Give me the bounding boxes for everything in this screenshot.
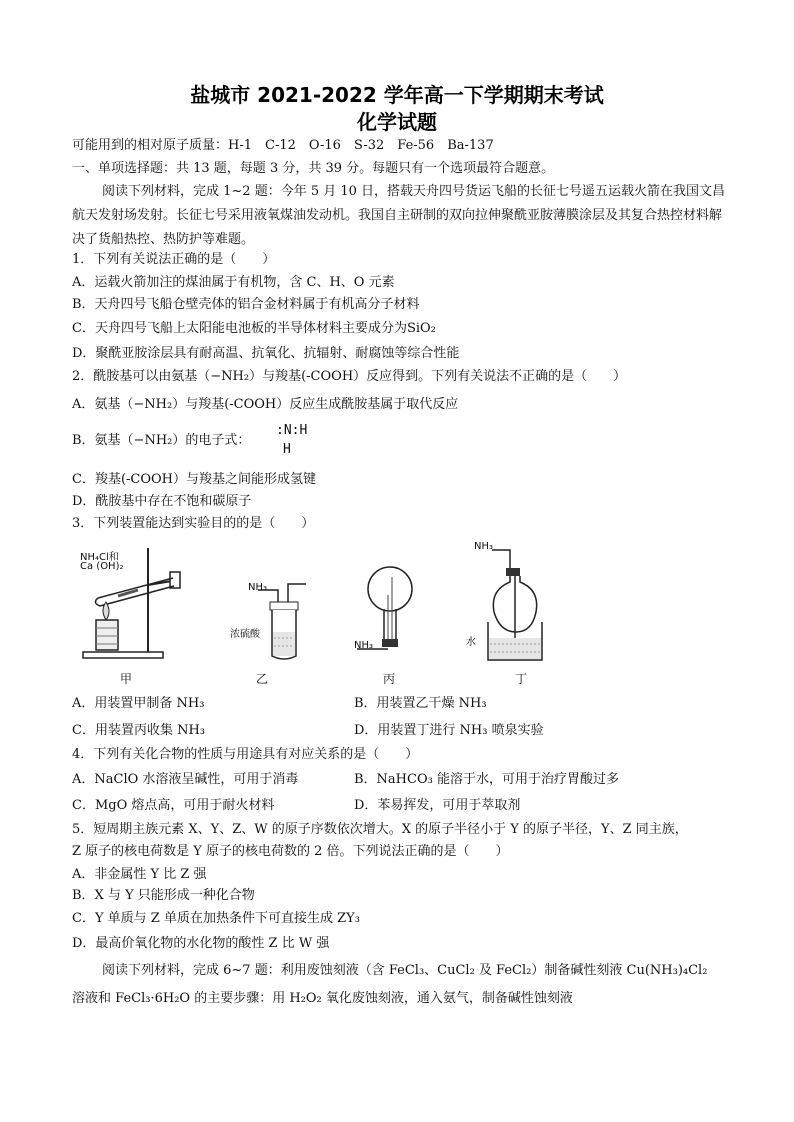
q5-stem-line1: 5．短周期主族元素 X、Y、Z、W 的原子序数依次增大。X 的原子半径小于 Y 的原子半径，Y、Z 同主族，	[72, 822, 688, 837]
bing-gas-label: NH₃	[354, 640, 374, 651]
q1-stem: 1．下列有关说法正确的是（ ）	[72, 252, 276, 267]
q3-stem: 3．下列装置能达到实验目的的是（ ）	[72, 516, 315, 531]
ding-water-label: 水	[466, 637, 476, 648]
reading-material-2-line2: 溶液和 FeCl₃·6H₂O 的主要步骤：用 H₂O₂ 氧化废蚀刻液，通入氨气，制备碱性蚀刻液	[72, 991, 573, 1006]
q3-option-b: B．用装置乙干燥 NH₃	[354, 696, 487, 711]
q5-option-c: C．Y 单质与 Z 单质在加热条件下可直接生成 ZY₃	[72, 911, 360, 926]
caption-jia: 甲	[120, 672, 133, 686]
q1-option-c: C．天舟四号飞船上太阳能电池板的半导体材料主要成分为SiO₂	[72, 321, 436, 336]
q4-option-c: C．MgO 熔点高，可用于耐火材料	[72, 798, 275, 813]
q4-option-b: B．NaHCO₃ 能溶于水，可用于治疗胃酸过多	[354, 772, 619, 787]
q3-option-c: C．用装置丙收集 NH₃	[72, 723, 206, 738]
electron-formula-bottom: H	[283, 442, 291, 457]
q1-option-a: A．运载火箭加注的煤油属于有机物，含 C、H、O 元素	[72, 275, 395, 290]
q4-option-a: A．NaClO 水溶液呈碱性，可用于消毒	[72, 772, 299, 787]
q1-option-b: B．天舟四号飞船仓壁壳体的铝合金材料属于有机高分子材料	[72, 297, 420, 312]
reading-material-1: 阅读下列材料，完成 1~2 题：今年 5 月 10 日，搭载天舟四号货运飞船的长征七号遥五运载火箭在我国文昌航天发射场发射。长征七号采用液氧煤油发动机。我国自主研制的双向拉伸聚酰亚胺薄膜涂层及其复合热控材料解决了货船热控、热防护等难题。	[72, 184, 726, 247]
q4-stem: 4．下列有关化合物的性质与用途具有对应关系的是（ ）	[72, 747, 419, 762]
ding-gas-label: NH₃	[474, 541, 494, 552]
reading-material-2-line1: 阅读下列材料，完成 6~7 题：利用废蚀刻液（含 FeCl₃、CuCl₂ 及 FeCl₂）制备碱性刻液 Cu(NH₃)₄Cl₂	[102, 963, 708, 978]
exam-title: 盐城市 2021-2022 学年高一下学期期末考试	[190, 83, 604, 107]
q2-option-a: A．氨基（−NH₂）与羧基(-COOH）反应生成酰胺基属于取代反应	[72, 397, 459, 412]
apparatus-ding	[470, 540, 560, 665]
jia-reagent-2: Ca (OH)₂	[80, 561, 124, 572]
apparatus-ding-drawing	[470, 540, 560, 665]
q1-option-d: D．聚酰亚胺涂层具有耐高温、抗氧化、抗辐射、耐腐蚀等综合性能	[72, 346, 460, 361]
q5-option-b: B．X 与 Y 只能形成一种化合物	[72, 888, 255, 903]
caption-yi: 乙	[256, 672, 269, 686]
q2-option-b: B．氨基（−NH₂）的电子式：	[72, 433, 251, 448]
exam-subject: 化学试题	[357, 110, 437, 134]
q3-option-a: A．用装置甲制备 NH₃	[72, 696, 205, 711]
jia-reagent-1: NH₄Cl和	[80, 552, 119, 563]
electron-formula-top: :N:H	[276, 423, 308, 438]
caption-ding: 丁	[515, 672, 528, 686]
section-heading: 一、单项选择题：共 13 题，每题 3 分，共 39 分。每题只有一个选项最符合题意。	[72, 161, 555, 176]
caption-bing: 丙	[383, 672, 396, 686]
q2-option-d: D．酰胺基中存在不饱和碳原子	[72, 494, 252, 509]
q5-stem-line2: Z 原子的核电荷数是 Y 原子的核电荷数的 2 倍。下列说法正确的是（ ）	[72, 844, 509, 859]
q5-option-a: A．非金属性 Y 比 Z 强	[72, 867, 207, 882]
q5-option-d: D．最高价氧化物的水化物的酸性 Z 比 W 强	[72, 936, 330, 951]
q2-option-c: C．羧基(-COOH）与羧基之间能形成氢键	[72, 472, 317, 487]
yi-gas-label: NH₃	[248, 582, 268, 593]
yi-acid-label: 浓硫酸	[230, 629, 260, 640]
q3-option-d: D．用装置丁进行 NH₃ 喷泉实验	[354, 723, 544, 738]
q4-option-d: D．苯易挥发，可用于萃取剂	[354, 798, 521, 813]
q2-stem: 2．酰胺基可以由氨基（−NH₂）与羧基(-COOH）反应得到。下列有关说法不正确的是（ ）	[72, 369, 627, 384]
atomic-masses: 可能用到的相对原子质量：H-1 C-12 O-16 S-32 Fe-56 Ba-137	[72, 138, 494, 153]
